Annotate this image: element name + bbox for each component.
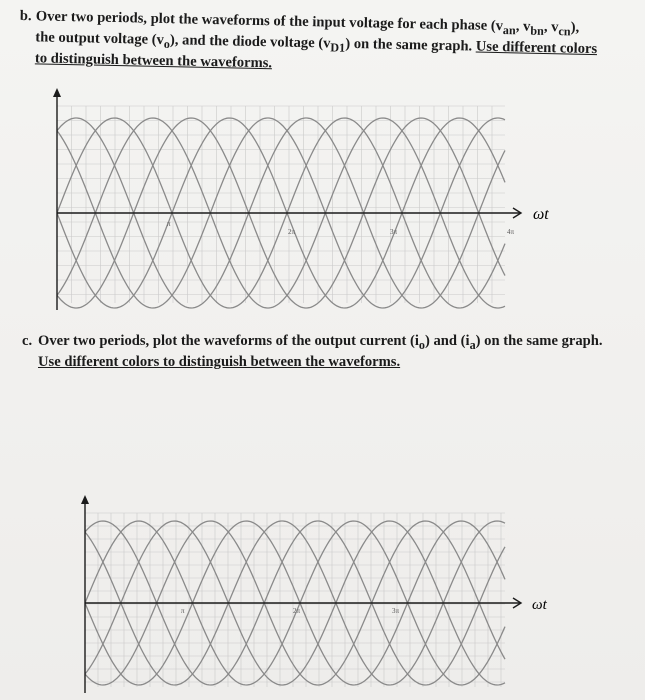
graph-2-tick-2pi: 2π	[293, 607, 301, 615]
question-b-line-1: b. Over two periods, plot the waveforms of the input voltage for each phase ($v_{an}$, $v_{bn}$, $v_{cn}$),	[19, 8, 580, 39]
question-b-line-3: to distinguish between the waveforms.	[34, 50, 273, 72]
question-c-label: c.	[22, 333, 33, 349]
graph-voltage-waveforms	[45, 88, 605, 313]
graph-2-tick-3pi: 3π	[392, 607, 400, 615]
graph-1-axis-label: ωt	[533, 206, 549, 223]
graph-1-tick-2pi: 2π	[288, 228, 296, 236]
question-c	[22, 333, 622, 371]
question-b-label: b.	[19, 8, 32, 25]
question-c-line-2: Use different colors to distinguish between the waveforms.	[38, 353, 401, 370]
question-c-line-1: c. Over two periods, plot the waveforms of the output current $(i_o)$ and $(i_a)$ on the same graph.	[22, 333, 603, 352]
question-b-line-2: the output voltage $(v_o)$, and the diode voltage $(v_{D1})$ on the same graph. Use different colors	[35, 29, 598, 57]
question-b	[19, 8, 620, 79]
graph-2-axis-label: ωt	[532, 597, 547, 613]
graph-current-waveforms	[75, 495, 565, 695]
graph-2-tick-pi: π	[181, 607, 185, 615]
graph-1-tick-4pi: 4π	[507, 228, 515, 236]
graph-2-y-arrow	[81, 495, 89, 504]
graph-1-tick-pi: π	[167, 220, 171, 228]
graph-1-y-arrow	[53, 88, 61, 97]
graph-1-tick-3pi: 3π	[390, 228, 398, 236]
graph-1-grid	[57, 106, 505, 303]
